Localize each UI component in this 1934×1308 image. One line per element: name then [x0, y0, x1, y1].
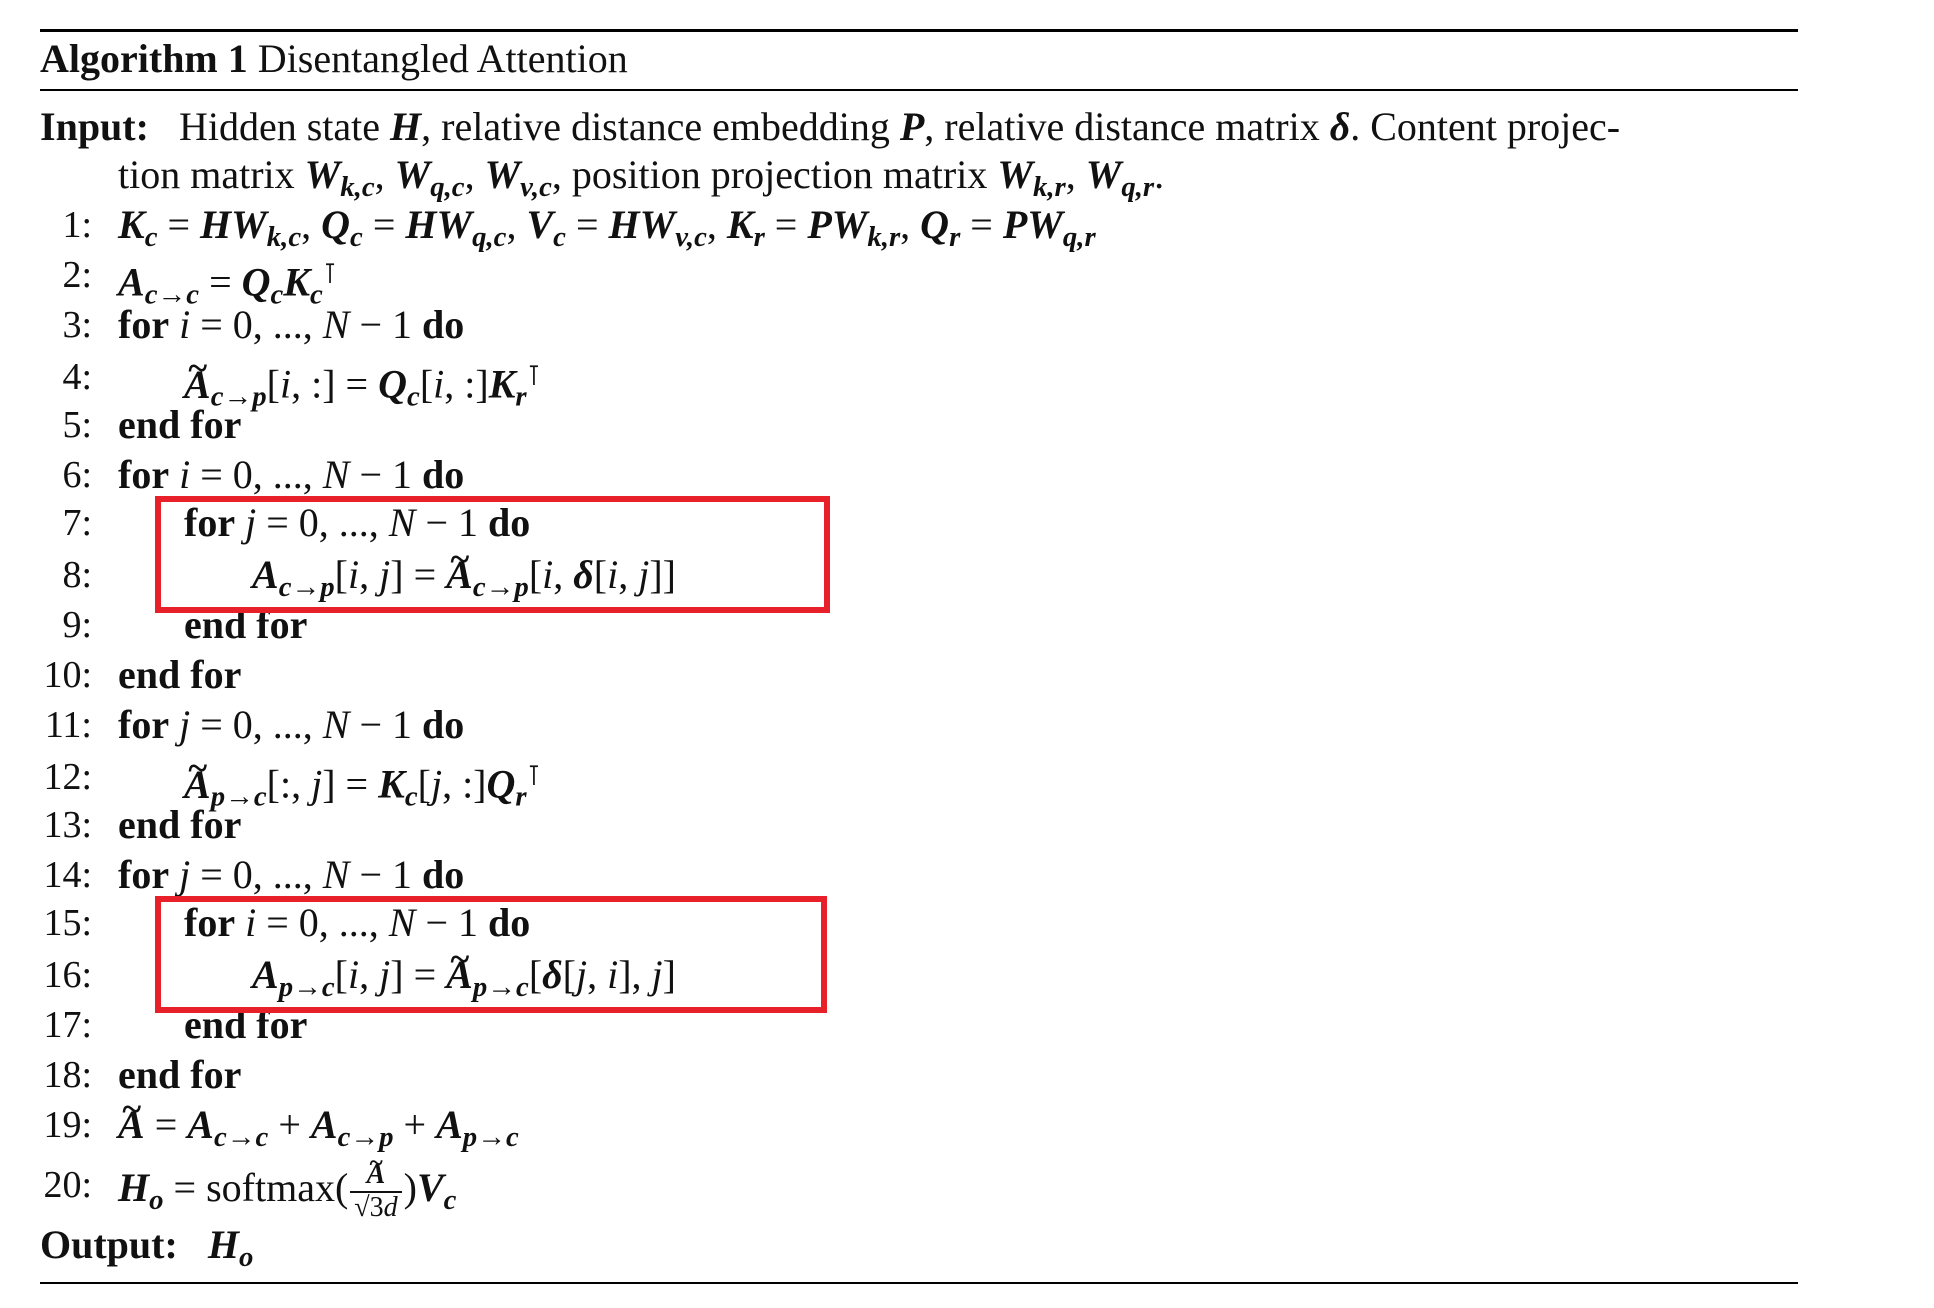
step-9-code: end for [184, 602, 308, 647]
line-number: 13: [43, 804, 92, 846]
line-number: 8: [62, 554, 92, 596]
line-number: 17: [43, 1004, 92, 1046]
line-number: 4: [62, 356, 92, 398]
output-label: Output: [40, 1222, 178, 1267]
output-value: $H_o$ [207, 1222, 254, 1274]
line-number: 5: [62, 404, 92, 446]
line-number: 9: [62, 604, 92, 646]
step-18-code: end for [118, 1052, 242, 1097]
line-number: 14: [43, 854, 92, 896]
line-number: 7: [62, 502, 92, 544]
step-1-code: $K_c = HW_{k,c}$, $Q_c = HW_{q,c}$, $V_c = HW_{v,c}$, $K_r = PW_{k,r}$, $Q_r = PW_{q,r}$ [118, 202, 1096, 254]
input-text-2: tion matrix $W_{k,c}$, $W_{q,c}$, $W_{v,c}$, position projection matrix $W_{k,r}$, $W_{q,r}$. [118, 152, 1165, 204]
highlight-box-steps-15-16 [155, 896, 827, 1013]
header-rule [40, 89, 1798, 91]
line-number: 16: [43, 954, 92, 996]
step-11-code: for j = 0, ..., N − 1 do [118, 702, 465, 747]
input-label: Input: [40, 104, 149, 149]
bottom-rule [40, 1282, 1798, 1284]
line-number: 20: [43, 1164, 92, 1206]
step-5-code: end for [118, 402, 242, 447]
step-20-code: $H_o$ = softmax( ~ $\frac{A}{√3d}$ )$V_c$ [118, 1160, 456, 1225]
line-number: 11: [44, 704, 92, 746]
line-number: 12: [43, 756, 92, 798]
step-6-code: for i = 0, ..., N − 1 do [118, 452, 465, 497]
algorithm-name: Disentangled Attention [257, 36, 628, 81]
step-19-code: ~ $A = A_{c\to c} + A_{c\to p} + A_{p\to c}$ [118, 1100, 519, 1162]
algorithm-title [40, 30, 628, 88]
line-number: 6: [62, 454, 92, 496]
step-12-code: ~ $A_{p\to c}$[:, $j] = K_c[j$, $:]Q_r^⊺$ [184, 752, 541, 822]
line-number: 18: [43, 1054, 92, 1096]
line-number: 15: [43, 902, 92, 944]
step-10-code: end for [118, 652, 242, 697]
highlight-box-steps-7-8 [155, 496, 830, 613]
line-number: 19: [43, 1104, 92, 1146]
step-16-code: $A_{p\to c}[i$, j] = ~ $A_{p\to c}[\delta[j$, i], j] [252, 950, 676, 1012]
step-7-code: for j = 0, ..., N − 1 do [184, 500, 531, 545]
step-15-code: for i = 0, ..., N − 1 do [184, 900, 531, 945]
step-3-code: for i = 0, ..., N − 1 do [118, 302, 465, 347]
step-8-code: $A_{c\to p}[i$, j] = ~ $A_{c\to p}[i$, δ[i, j]] [252, 550, 676, 612]
algorithm-label: Algorithm 1 [40, 36, 248, 81]
step-13-code: end for [118, 802, 242, 847]
step-4-code: ~ $A_{c\to p}[i$, :] = $Q_c[i$, $:]K_r^⊺$ [184, 352, 541, 422]
line-number: 1: [62, 204, 92, 246]
line-number: 3: [62, 304, 92, 346]
step-2-code: $A_{c\to c} = Q_cK_c^⊺$ [118, 259, 338, 311]
step-17-code: end for [184, 1002, 308, 1047]
line-number: 10: [43, 654, 92, 696]
input-text-1: Hidden state H, relative distance embedding P, relative distance matrix δ. Content projec- [158, 104, 1621, 149]
step-14-code: for j = 0, ..., N − 1 do [118, 852, 465, 897]
line-number: 2: [62, 254, 92, 296]
